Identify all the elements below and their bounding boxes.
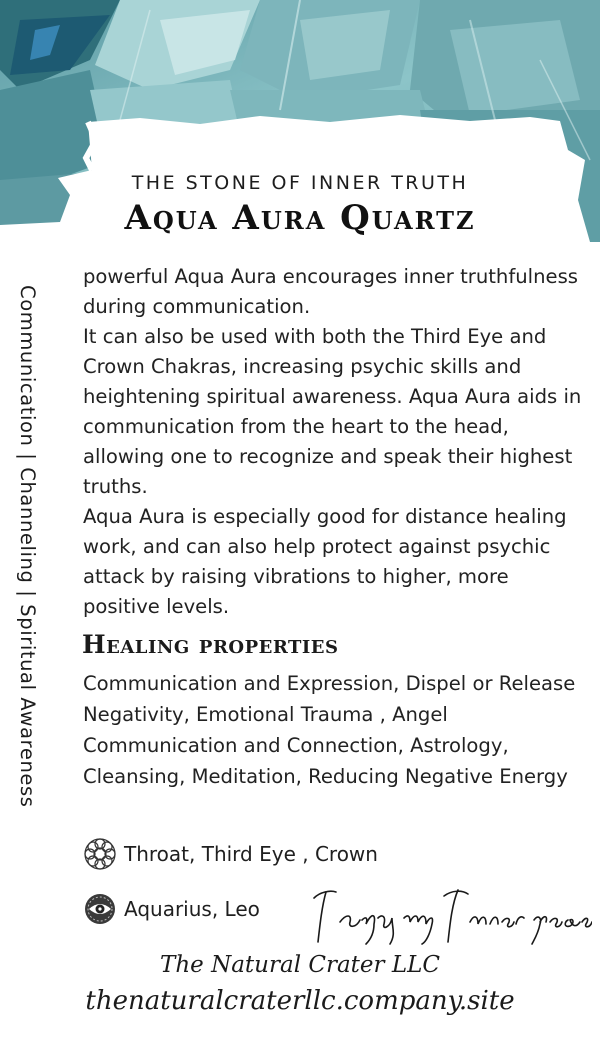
description-block <box>83 262 588 622</box>
lotus-icon <box>82 836 118 872</box>
healing-text: Communication and Expression, Dispel or Release Negativity, Emotional Trauma , Angel Communication and Connection, Astrology, Cleansing, Meditation, Reducing Negative Energy <box>83 672 576 788</box>
subtitle: THE STONE OF INNER TRUTH <box>131 172 469 194</box>
chakra-row <box>82 836 378 872</box>
description-paragraph: It can also be used with both the Third Eye and Crown Chakras, increasing psychic skills and heightening spiritual awareness. Aqua Aura aids in communication from the heart to the head, allowing one to recognize and speak their highest truths. <box>83 325 582 498</box>
description-paragraph: powerful Aqua Aura encourages inner truthfulness during communication. <box>83 265 578 318</box>
zodiac-row <box>82 891 260 927</box>
chakra-text: Throat, Third Eye , Crown <box>124 842 378 866</box>
description-paragraph: Aqua Aura is especially good for distance healing work, and can also help protect against psychic attack by raising vibrations to higher, more positive levels. <box>83 505 567 618</box>
handwritten-signature <box>312 884 592 948</box>
page-title: Aqua Aura Quartz <box>124 198 476 238</box>
healing-heading: Healing properties <box>82 630 339 659</box>
company-name: The Natural Crater LLC <box>160 952 440 978</box>
website-link[interactable]: thenaturalcraterllc.company.site <box>85 986 515 1016</box>
eye-icon <box>82 891 118 927</box>
zodiac-text: Aquarius, Leo <box>124 897 260 921</box>
vertical-keywords: Communication | Channeling | Spiritual Awareness <box>16 285 39 808</box>
